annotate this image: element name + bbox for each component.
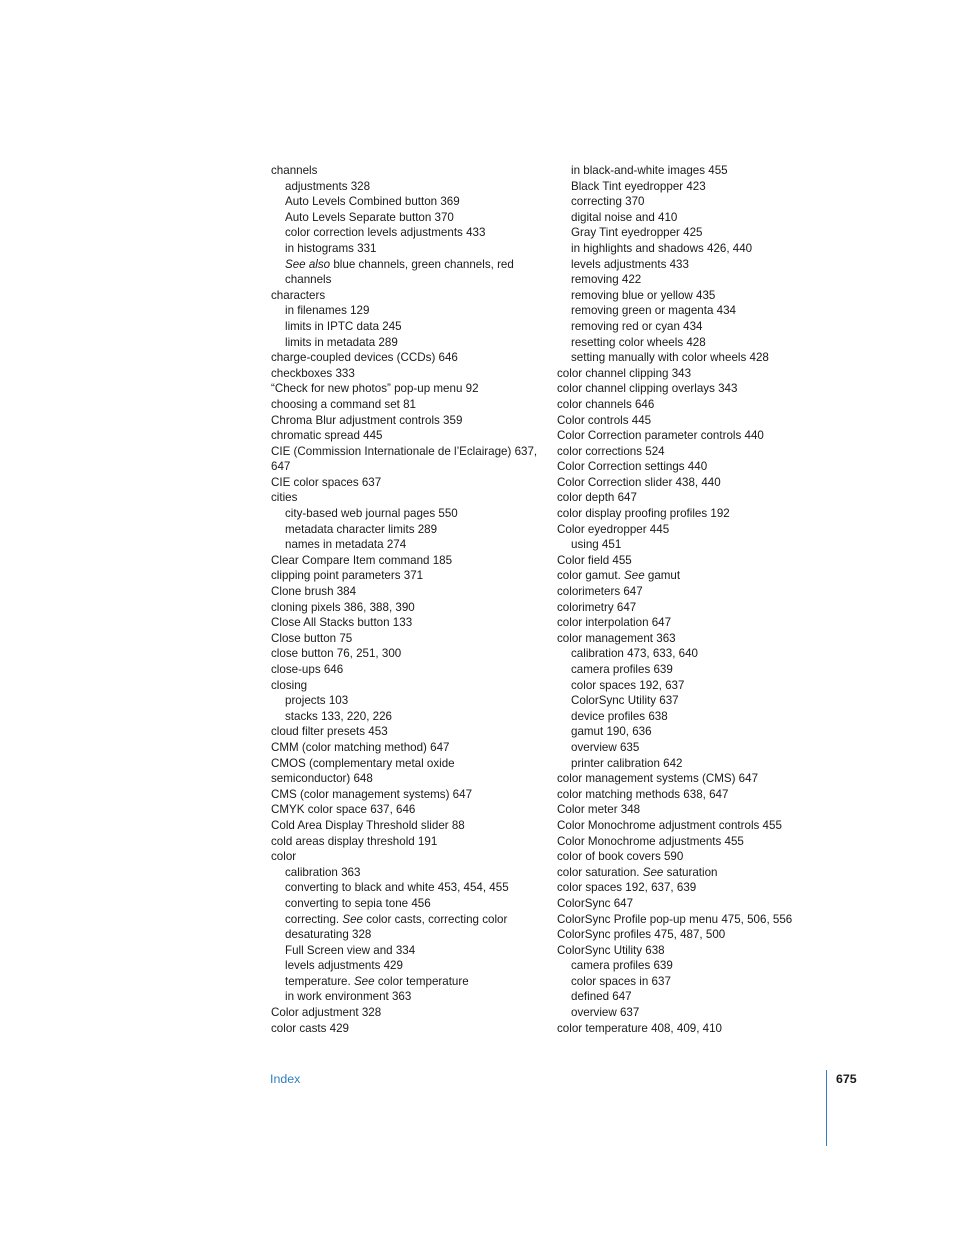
- entry-text: cold areas display threshold 191: [271, 834, 438, 848]
- entry-text: color channel clipping overlays 343: [557, 382, 738, 396]
- index-entry: [271, 756, 546, 772]
- entry-text: CMYK color space 637, 646: [271, 803, 416, 817]
- entry-text: correcting.: [285, 912, 343, 926]
- see-reference: See: [342, 912, 363, 926]
- index-subentry: [557, 319, 807, 335]
- index-subentry: [271, 272, 546, 288]
- index-entry: [271, 771, 546, 787]
- index-entry: [557, 787, 807, 803]
- entry-text: color correction levels adjustments 433: [285, 226, 486, 240]
- entry-text: printer calibration 642: [571, 756, 683, 770]
- entry-text: Chroma Blur adjustment controls 359: [271, 413, 463, 427]
- index-subentry: [557, 693, 807, 709]
- index-subentry: [557, 709, 807, 725]
- index-entry: [557, 568, 807, 584]
- index-entry: [557, 413, 807, 429]
- index-subentry: [557, 210, 807, 226]
- entry-text: temperature.: [285, 974, 354, 988]
- index-entry: [557, 615, 807, 631]
- entry-text: converting to sepia tone 456: [285, 896, 431, 910]
- index-subentry: [271, 335, 546, 351]
- see-reference: See: [642, 865, 664, 879]
- entry-text: Color Monochrome adjustments 455: [557, 834, 744, 848]
- index-entry: [557, 802, 807, 818]
- entry-text: in work environment 363: [285, 990, 412, 1004]
- entry-text: correcting 370: [571, 195, 645, 209]
- entry-text: color interpolation 647: [557, 616, 672, 630]
- entry-text: Color eyedropper 445: [557, 522, 670, 536]
- entry-text: CIE (Commission Internationale de l’Eclairage) 637,: [271, 444, 538, 458]
- see-reference: See: [353, 974, 375, 988]
- index-entry: [557, 834, 807, 850]
- index-entry: [271, 444, 546, 460]
- index-subentry: [557, 194, 807, 210]
- index-subentry: [271, 989, 546, 1005]
- index-subentry: [557, 257, 807, 273]
- index-subentry: [271, 880, 546, 896]
- index-entry: [557, 428, 807, 444]
- entry-text: ColorSync Profile pop-up menu 475, 506, 556: [557, 912, 793, 926]
- index-entry: [271, 553, 546, 569]
- entry-text: channels: [285, 273, 332, 287]
- entry-text: characters: [271, 288, 326, 302]
- entry-text: city-based web journal pages 550: [285, 507, 458, 521]
- entry-text: “Check for new photos” pop-up menu 92: [271, 382, 479, 396]
- entry-text: Close All Stacks button 133: [271, 616, 413, 630]
- entry-text: device profiles 638: [571, 709, 668, 723]
- entry-text: color temperature 408, 409, 410: [557, 1021, 722, 1035]
- index-entry: [271, 1021, 546, 1037]
- entry-text: in histograms 331: [285, 241, 377, 255]
- index-subentry: [271, 943, 546, 959]
- index-subentry: [557, 974, 807, 990]
- entry-text: close button 76, 251, 300: [271, 647, 402, 661]
- index-column-left: [271, 163, 546, 1036]
- entry-text: Color Correction parameter controls 440: [557, 429, 764, 443]
- entry-text: Color Correction settings 440: [557, 460, 708, 474]
- entry-text: color spaces 192, 637, 639: [557, 881, 697, 895]
- index-subentry: [271, 303, 546, 319]
- index-entry: [557, 943, 807, 959]
- entry-text: colorimetry 647: [557, 600, 637, 614]
- entry-text: color of book covers 590: [557, 850, 684, 864]
- entry-text: Color Correction slider 438, 440: [557, 475, 721, 489]
- entry-text: Black Tint eyedropper 423: [571, 179, 706, 193]
- entry-text: levels adjustments 433: [571, 257, 689, 271]
- index-entry: [557, 600, 807, 616]
- index-entry: [271, 413, 546, 429]
- entry-text-after: color casts, correcting color: [363, 912, 508, 926]
- entry-text: chromatic spread 445: [271, 429, 383, 443]
- index-entry: [557, 490, 807, 506]
- index-entry: [271, 740, 546, 756]
- index-subentry: [271, 537, 546, 553]
- page-number: 675: [836, 1072, 857, 1086]
- entry-text: CIE color spaces 637: [271, 475, 382, 489]
- entry-text: removing 422: [571, 273, 642, 287]
- index-entry: [271, 678, 546, 694]
- index-subentry: [557, 646, 807, 662]
- index-entry: [557, 506, 807, 522]
- entry-text: Color adjustment 328: [271, 1006, 382, 1020]
- entry-text: closing: [271, 678, 308, 692]
- index-subentry: [271, 693, 546, 709]
- index-entry: [557, 553, 807, 569]
- index-subentry: [271, 210, 546, 226]
- index-subentry: [271, 257, 546, 273]
- index-subentry: [557, 179, 807, 195]
- index-subentry: [271, 522, 546, 538]
- index-entry: [271, 459, 546, 475]
- index-subentry: [271, 865, 546, 881]
- index-subentry: [271, 319, 546, 335]
- index-entry: [271, 350, 546, 366]
- index-entry: [557, 849, 807, 865]
- index-entry: [271, 397, 546, 413]
- entry-text: ColorSync 647: [557, 896, 634, 910]
- entry-text: cities: [271, 491, 298, 505]
- entry-text: removing green or magenta 434: [571, 304, 736, 318]
- entry-text: ColorSync Utility 637: [571, 694, 679, 708]
- entry-text: removing blue or yellow 435: [571, 288, 716, 302]
- index-entry: [271, 475, 546, 491]
- see-reference: See also: [285, 257, 331, 271]
- index-entry: [271, 802, 546, 818]
- index-entry: [271, 849, 546, 865]
- index-subentry: [271, 225, 546, 241]
- entry-text: camera profiles 639: [571, 663, 673, 676]
- index-entry: [557, 880, 807, 896]
- index-subentry: [557, 288, 807, 304]
- index-entry: [557, 459, 807, 475]
- index-entry: [271, 381, 546, 397]
- index-entry: [557, 584, 807, 600]
- entry-text: Auto Levels Combined button 369: [285, 195, 460, 209]
- entry-text: blue channels, green channels, red: [330, 257, 514, 271]
- entry-text: checkboxes 333: [271, 366, 355, 380]
- entry-text: Close button 75: [271, 631, 353, 645]
- index-subentry: [271, 958, 546, 974]
- entry-text: CMM (color matching method) 647: [271, 740, 450, 754]
- index-subentry: [271, 974, 546, 990]
- index-subentry: [557, 350, 807, 366]
- footer-divider: [826, 1070, 827, 1146]
- entry-text: color spaces 192, 637: [571, 678, 685, 692]
- index-subentry: [557, 958, 807, 974]
- entry-text: color depth 647: [557, 491, 637, 505]
- entry-text: limits in metadata 289: [285, 335, 398, 349]
- entry-text: setting manually with color wheels 428: [571, 351, 769, 365]
- entry-text: color channel clipping 343: [557, 366, 692, 380]
- entry-text-after: saturation: [663, 865, 718, 879]
- entry-text: resetting color wheels 428: [571, 335, 706, 349]
- entry-text: color matching methods 638, 647: [557, 787, 729, 801]
- entry-text: limits in IPTC data 245: [285, 319, 402, 333]
- entry-text: using 451: [571, 538, 622, 552]
- index-subentry: [557, 1005, 807, 1021]
- index-entry: [271, 834, 546, 850]
- index-subentry: [557, 225, 807, 241]
- entry-text: in filenames 129: [285, 304, 370, 318]
- index-entry: [271, 600, 546, 616]
- index-subentry: [557, 678, 807, 694]
- see-reference: See: [624, 569, 645, 583]
- index-entry: [271, 1005, 546, 1021]
- index-entry: [557, 896, 807, 912]
- entry-text: Gray Tint eyedropper 425: [571, 226, 703, 240]
- entry-text: overview 635: [571, 740, 640, 754]
- index-subentry: [557, 662, 807, 678]
- entry-text: colorimeters 647: [557, 585, 643, 599]
- index-entry: [557, 381, 807, 397]
- entry-text: in highlights and shadows 426, 440: [571, 241, 753, 255]
- index-subentry: [271, 912, 546, 928]
- entry-text: names in metadata 274: [285, 538, 407, 552]
- index-entry: [557, 927, 807, 943]
- entry-text: color corrections 524: [557, 444, 665, 458]
- entry-text: choosing a command set 81: [271, 397, 417, 411]
- entry-text: color management systems (CMS) 647: [557, 772, 759, 786]
- index-entry: [271, 366, 546, 382]
- index-entry: [271, 615, 546, 631]
- entry-text-after: gamut: [644, 569, 681, 583]
- entry-text: Clear Compare Item command 185: [271, 553, 453, 567]
- entry-text: charge-coupled devices (CCDs) 646: [271, 351, 458, 365]
- index-entry: [557, 366, 807, 382]
- index-subentry: [557, 335, 807, 351]
- index-subentry: [271, 927, 546, 943]
- index-entry: [557, 865, 807, 881]
- index-entry: [271, 787, 546, 803]
- entry-text: calibration 473, 633, 640: [571, 647, 698, 661]
- index-entry: [271, 646, 546, 662]
- index-subentry: [557, 272, 807, 288]
- entry-text: semiconductor) 648: [271, 772, 373, 786]
- index-entry: [557, 818, 807, 834]
- index-subentry: [557, 740, 807, 756]
- entry-text: channels: [271, 164, 318, 177]
- entry-text: metadata character limits 289: [285, 522, 438, 536]
- index-subentry: [557, 724, 807, 740]
- entry-text: color gamut.: [557, 569, 625, 583]
- entry-text-after: color temperature: [374, 974, 469, 988]
- entry-text: color display proofing profiles 192: [557, 507, 730, 521]
- entry-text: stacks 133, 220, 226: [285, 709, 392, 723]
- index-subentry: [271, 709, 546, 725]
- entry-text: Clone brush 384: [271, 585, 357, 599]
- entry-text: color saturation.: [557, 865, 643, 879]
- index-entry: [557, 771, 807, 787]
- index-entry: [271, 584, 546, 600]
- index-subentry: [271, 194, 546, 210]
- entry-text: Color Monochrome adjustment controls 455: [557, 818, 782, 832]
- entry-text: gamut 190, 636: [571, 725, 652, 739]
- entry-text: defined 647: [571, 990, 632, 1004]
- entry-text: ColorSync Utility 638: [557, 943, 665, 957]
- index-entry: [271, 163, 546, 179]
- entry-text: color: [271, 850, 297, 864]
- entry-text: Color field 455: [557, 553, 632, 567]
- index-subentry: [557, 241, 807, 257]
- index-entry: [557, 1021, 807, 1037]
- index-entry: [271, 490, 546, 506]
- entry-text: calibration 363: [285, 865, 361, 879]
- entry-text: Full Screen view and 334: [285, 943, 416, 957]
- entry-text: ColorSync profiles 475, 487, 500: [557, 928, 726, 942]
- index-column-right: [557, 163, 807, 1036]
- entry-text: Cold Area Display Threshold slider 88: [271, 818, 465, 832]
- index-subentry: [557, 537, 807, 553]
- entry-text: converting to black and white 453, 454, 455: [285, 881, 509, 895]
- entry-text: color channels 646: [557, 397, 655, 411]
- entry-text: adjustments 328: [285, 179, 371, 193]
- entry-text: cloning pixels 386, 388, 390: [271, 600, 415, 614]
- entry-text: projects 103: [285, 694, 349, 708]
- index-subentry: [271, 896, 546, 912]
- index-entry: [271, 568, 546, 584]
- entry-text: digital noise and 410: [571, 210, 678, 224]
- entry-text: CMS (color management systems) 647: [271, 787, 473, 801]
- index-subentry: [557, 163, 807, 179]
- index-entry: [557, 444, 807, 460]
- entry-text: removing red or cyan 434: [571, 319, 703, 333]
- entry-text: 647: [271, 460, 291, 474]
- entry-text: Color meter 348: [557, 803, 641, 817]
- index-subentry: [557, 989, 807, 1005]
- entry-text: overview 637: [571, 1006, 640, 1020]
- index-subentry: [557, 303, 807, 319]
- index-entry: [271, 724, 546, 740]
- index-entry: [271, 818, 546, 834]
- entry-text: clipping point parameters 371: [271, 569, 424, 583]
- entry-text: Auto Levels Separate button 370: [285, 210, 454, 224]
- index-entry: [271, 288, 546, 304]
- index-entry: [557, 631, 807, 647]
- index-entry: [557, 475, 807, 491]
- index-entry: [557, 912, 807, 928]
- entry-text: desaturating 328: [285, 928, 372, 942]
- index-entry: [271, 631, 546, 647]
- entry-text: levels adjustments 429: [285, 959, 403, 973]
- footer-section-label: Index: [270, 1072, 301, 1086]
- index-entry: [271, 662, 546, 678]
- entry-text: in black-and-white images 455: [571, 164, 728, 177]
- entry-text: color casts 429: [271, 1021, 349, 1035]
- entry-text: color spaces in 637: [571, 974, 671, 988]
- index-subentry: [271, 506, 546, 522]
- entry-text: cloud filter presets 453: [271, 725, 388, 739]
- entry-text: Color controls 445: [557, 413, 652, 427]
- entry-text: camera profiles 639: [571, 959, 673, 973]
- index-entry: [557, 522, 807, 538]
- index-subentry: [271, 179, 546, 195]
- entry-text: close-ups 646: [271, 663, 344, 676]
- index-subentry: [557, 756, 807, 772]
- index-entry: [271, 428, 546, 444]
- index-entry: [557, 397, 807, 413]
- entry-text: color management 363: [557, 631, 676, 645]
- entry-text: CMOS (complementary metal oxide: [271, 756, 455, 770]
- index-subentry: [271, 241, 546, 257]
